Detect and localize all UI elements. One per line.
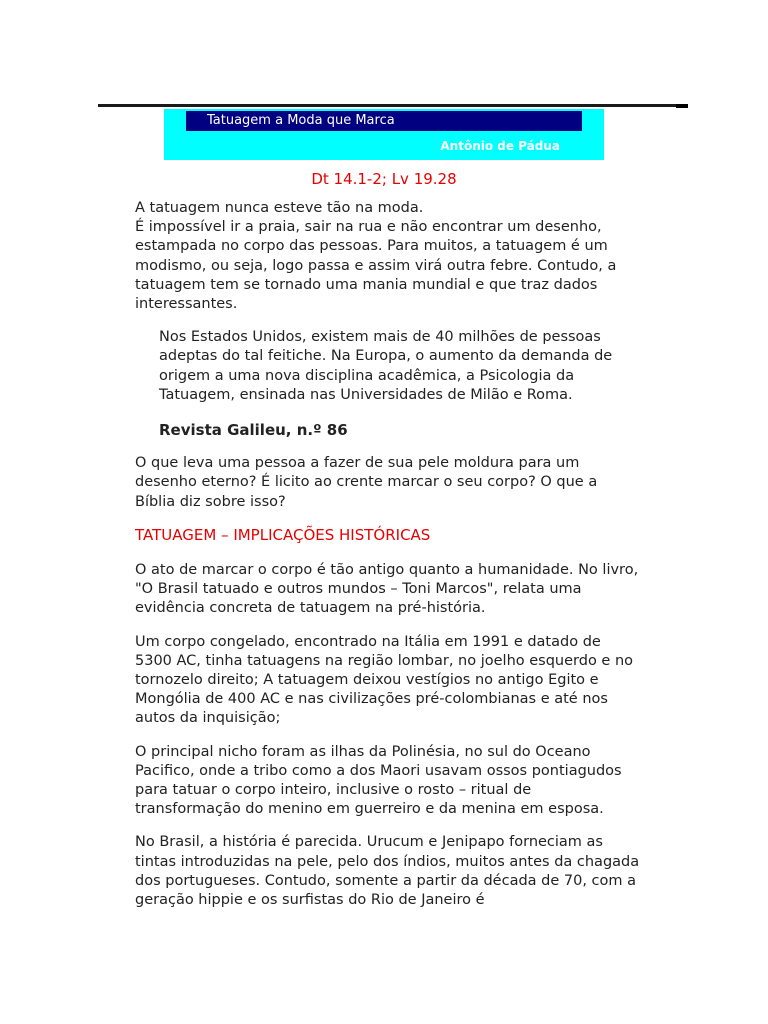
blockquote [159,328,640,440]
header-author: Antônio de Pádua [440,139,560,153]
header-box [164,109,604,160]
bible-reference: Dt 14.1-2; Lv 19.28 [311,170,457,188]
questions-paragraph: O que leva uma pessoa a fazer de sua pele moldura para um desenho eterno? É licito ao crente marcar o seu corpo? O que a Bíblia diz sobre isso? [135,455,598,510]
quote-source: Revista Galileu, n.º 86 [159,421,348,440]
history-paragraph-1: O ato de marcar o corpo é tão antigo quanto a humanidade. No livro, "O Brasil tatuado e outros mundos – Toni Marcos", relata uma evidência concreta de tatuagem na pré-história. [135,562,639,617]
header-title: Tatuagem a Moda que Marca [186,111,582,131]
intro-paragraph: É impossível ir a praia, sair na rua e não encontrar um desenho, estampada no corpo das pessoas. Para muitos, a tatuagem é um modismo, ou seja, logo passa e assim virá outra febre. Contudo, a tatuagem tem se tornado uma mania mundial e que traz dados interessantes. [135,219,617,313]
section-title: TATUAGEM – IMPLICAÇÕES HISTÓRICAS [135,525,431,544]
history-paragraph-3: O principal nicho foram as ilhas da Polinésia, no sul do Oceano Pacifico, onde a tribo como a dos Maori usavam ossos pontiagudos para tatuar o corpo inteiro, inclusive o rosto – ritual de transformação do menino em guerreiro e da menina em esposa. [135,743,622,818]
history-paragraph-4: No Brasil, a história é parecida. Urucum e Jenipapo forneciam as tintas introduzidas na pele, pelo dos índios, muitos antes da chagada dos portugueses. Contudo, somente a partir da década de 70, com a geração hippie e os surfistas do Rio de Janeiro é [135,834,640,909]
top-rule-end [676,104,688,108]
history-paragraph-2: Um corpo congelado, encontrado na Itália em 1991 e datado de 5300 AC, tinha tatuagens na região lombar, no joelho esquerdo e no tornozelo direito; A tatuagem deixou vestígios no antigo Egito e Mongólia de 400 AC e nas civilizações pré-colombianas e até nos autos da inquisição; [135,633,634,727]
top-rule [98,104,686,107]
intro-line: A tatuagem nunca esteve tão na moda. [135,200,424,216]
article-body [135,199,640,924]
quote-text: Nos Estados Unidos, existem mais de 40 milhões de pessoas adeptas do tal feitiche. Na Europa, o aumento da demanda de origem a uma nova disciplina acadêmica, a Psicologia da Tatuagem, ensinada nas Universidades de Milão e Roma. [159,329,613,403]
